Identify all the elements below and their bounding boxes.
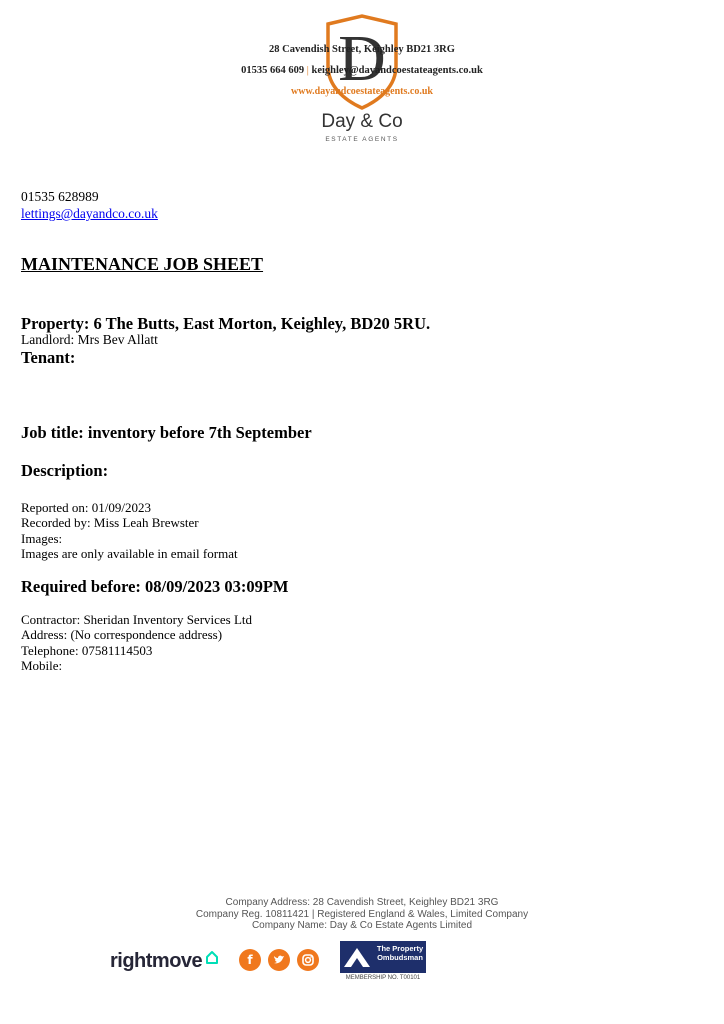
contact-phone: 01535 628989 (21, 189, 99, 204)
contractor-details (21, 612, 252, 673)
footer-company-address: Company Address: 28 Cavendish Street, Keighley BD21 3RG (225, 897, 499, 908)
facebook-icon[interactable]: f (239, 949, 261, 971)
ombudsman-roof-icon (340, 941, 374, 973)
tenant-heading: Tenant: (21, 348, 76, 367)
header-contact (0, 65, 724, 76)
contractor-mobile: Mobile: (21, 657, 63, 673)
images-note: Images are only available in email format (21, 545, 238, 561)
reported-on: Reported on: 01/09/2023 (21, 500, 151, 515)
ombudsman-text: The Property Ombudsman (376, 944, 424, 962)
contractor-name: Contractor: Sheridan Inventory Services Ltd (21, 612, 253, 627)
header-website[interactable]: www.dayandcoestateagents.co.uk (291, 86, 433, 97)
footer-company-name: Company Name: Day & Co Estate Agents Limited (251, 920, 473, 931)
brand-name: Day & Co (321, 111, 403, 132)
landlord-line: Landlord: Mrs Bev Allatt (21, 332, 158, 347)
brand-subtitle: ESTATE AGENTS (325, 136, 399, 143)
property-heading: Property: 6 The Butts, East Morton, Keighley, BD20 5RU. (21, 314, 431, 333)
job-details (21, 500, 238, 561)
header-separator: | (306, 65, 309, 76)
rightmove-house-icon (205, 950, 219, 964)
header-address: 28 Cavendish Street, Keighley BD21 3RG (269, 44, 455, 55)
images-label: Images: (21, 530, 63, 546)
rightmove-logo[interactable]: rightmove (110, 950, 203, 972)
ombudsman-membership: MEMBERSHIP NO. T00101 (345, 975, 421, 981)
twitter-icon[interactable] (268, 949, 290, 971)
description-heading: Description: (21, 461, 109, 480)
contact-email-link[interactable]: lettings@dayandco.co.uk (21, 206, 158, 221)
job-title: Job title: inventory before 7th September (21, 423, 312, 442)
recorded-by: Recorded by: Miss Leah Brewster (21, 515, 199, 531)
footer-company-reg: Company Reg. 10811421 | Registered England & Wales, Limited Company (195, 909, 529, 920)
contractor-address: Address: (No correspondence address) (21, 627, 223, 643)
logo-letter: D (338, 22, 386, 95)
page-title: MAINTENANCE JOB SHEET (21, 254, 264, 274)
instagram-icon[interactable] (297, 949, 319, 971)
contractor-telephone: Telephone: 07581114503 (21, 642, 153, 658)
required-before: Required before: 08/09/2023 03:09PM (21, 577, 289, 596)
header-phone: 01535 664 609 (241, 65, 305, 76)
header-email[interactable]: keighley@dayandcoestateagents.co.uk (311, 65, 483, 76)
